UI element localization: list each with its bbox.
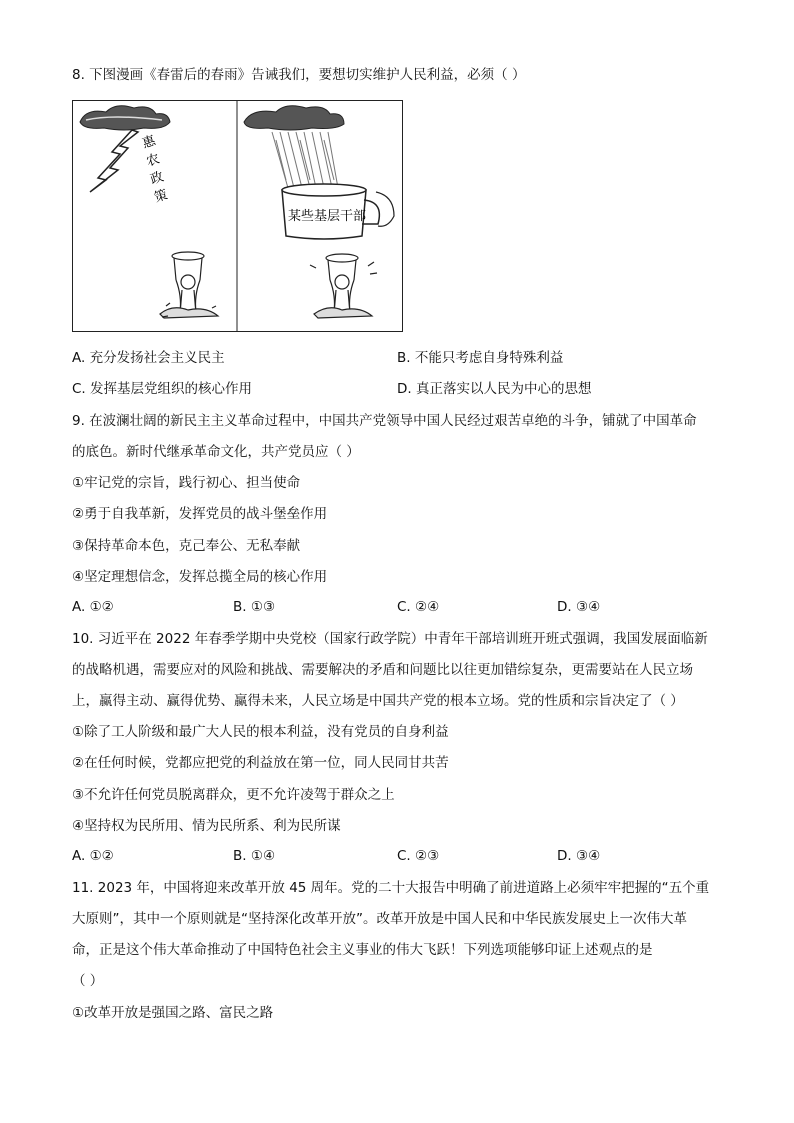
q10-option-a[interactable]: A. ①②	[72, 848, 114, 864]
q8-option-d[interactable]: D. 真正落实以人民为中心的思想	[397, 381, 592, 397]
q11-stem-line: 11. 2023 年，中国将迎来改革开放 45 周年。党的二十大报告中明确了前进道路上必须牢牢把握的“五个重	[72, 880, 710, 896]
q9-stem-line: 的底色。新时代继承革命文化，共产党员应（ ）	[72, 444, 360, 460]
q9-item: ④坚定理想信念，发挥总揽全局的核心作用	[72, 569, 328, 585]
q10-stem-line: 的战略机遇，需要应对的风险和挑战、需要解决的矛盾和问题比以往更加错综复杂，更需要站在人民立场	[72, 662, 693, 678]
q10-item: ②在任何时候，党都应把党的利益放在第一位，同人民同甘共苦	[72, 755, 449, 771]
q10-item: ①除了工人阶级和最广大人民的根本利益，没有党员的自身利益	[72, 724, 449, 740]
q9-stem-line: 9. 在波澜壮阔的新民主主义革命过程中，中国共产党领导中国人民经过艰苦卓绝的斗争，铺就了中国革命	[72, 413, 697, 429]
q10-item: ④坚持权为民所用、情为民所系、利为民所谋	[72, 818, 341, 834]
q10-option-d[interactable]: D. ③④	[557, 848, 601, 864]
q9-option-b[interactable]: B. ①③	[233, 599, 276, 615]
comic-lightning-char: 惠	[140, 133, 158, 152]
q10-option-c[interactable]: C. ②③	[397, 848, 440, 864]
q10-item: ③不允许任何党员脱离群众，更不允许凌驾于群众之上	[72, 787, 395, 803]
comic-bucket-label: 某些基层干部	[288, 209, 367, 224]
q8-option-c[interactable]: C. 发挥基层党组织的核心作用	[72, 381, 253, 397]
comic-lightning-char: 策	[152, 187, 170, 206]
q10-option-b[interactable]: B. ①④	[233, 848, 276, 864]
q11-stem-line: 大原则”，其中一个原则就是“坚持深化改革开放”。改革开放是中国人民和中华民族发展史上一次伟大革	[72, 911, 687, 927]
q9-option-c[interactable]: C. ②④	[397, 599, 440, 615]
q9-option-d[interactable]: D. ③④	[557, 599, 601, 615]
q8-stem: 8. 下图漫画《春雷后的春雨》告诫我们，要想切实维护人民利益，必须（ ）	[72, 67, 526, 83]
q10-stem-line: 上，赢得主动、赢得优势、赢得未来，人民立场是中国共产党的根本立场。党的性质和宗旨决定了（ ）	[72, 693, 684, 709]
q9-item: ③保持革命本色，克己奉公、无私奉献	[72, 538, 301, 554]
q11-stem-line: 命，正是这个伟大革命推动了中国特色社会主义事业的伟大飞跃！下列选项能够印证上述观点的是	[72, 942, 653, 958]
q11-item: ①改革开放是强国之路、富民之路	[72, 1005, 274, 1021]
comic-lightning-char: 农	[144, 151, 162, 170]
comic-spring-rain-after-thunder	[72, 100, 403, 332]
q11-stem-line: （ ）	[72, 973, 104, 989]
q8-option-b[interactable]: B. 不能只考虑自身特殊利益	[397, 350, 564, 366]
q8-option-a[interactable]: A. 充分发扬社会主义民主	[72, 350, 225, 366]
q9-item: ①牢记党的宗旨，践行初心、担当使命	[72, 475, 301, 491]
q9-option-a[interactable]: A. ①②	[72, 599, 114, 615]
q10-stem-line: 10. 习近平在 2022 年春季学期中央党校（国家行政学院）中青年干部培训班开班式强调，我国发展面临新	[72, 631, 708, 647]
comic-lightning-char: 政	[148, 169, 166, 188]
q9-item: ②勇于自我革新，发挥党员的战斗堡垒作用	[72, 506, 328, 522]
